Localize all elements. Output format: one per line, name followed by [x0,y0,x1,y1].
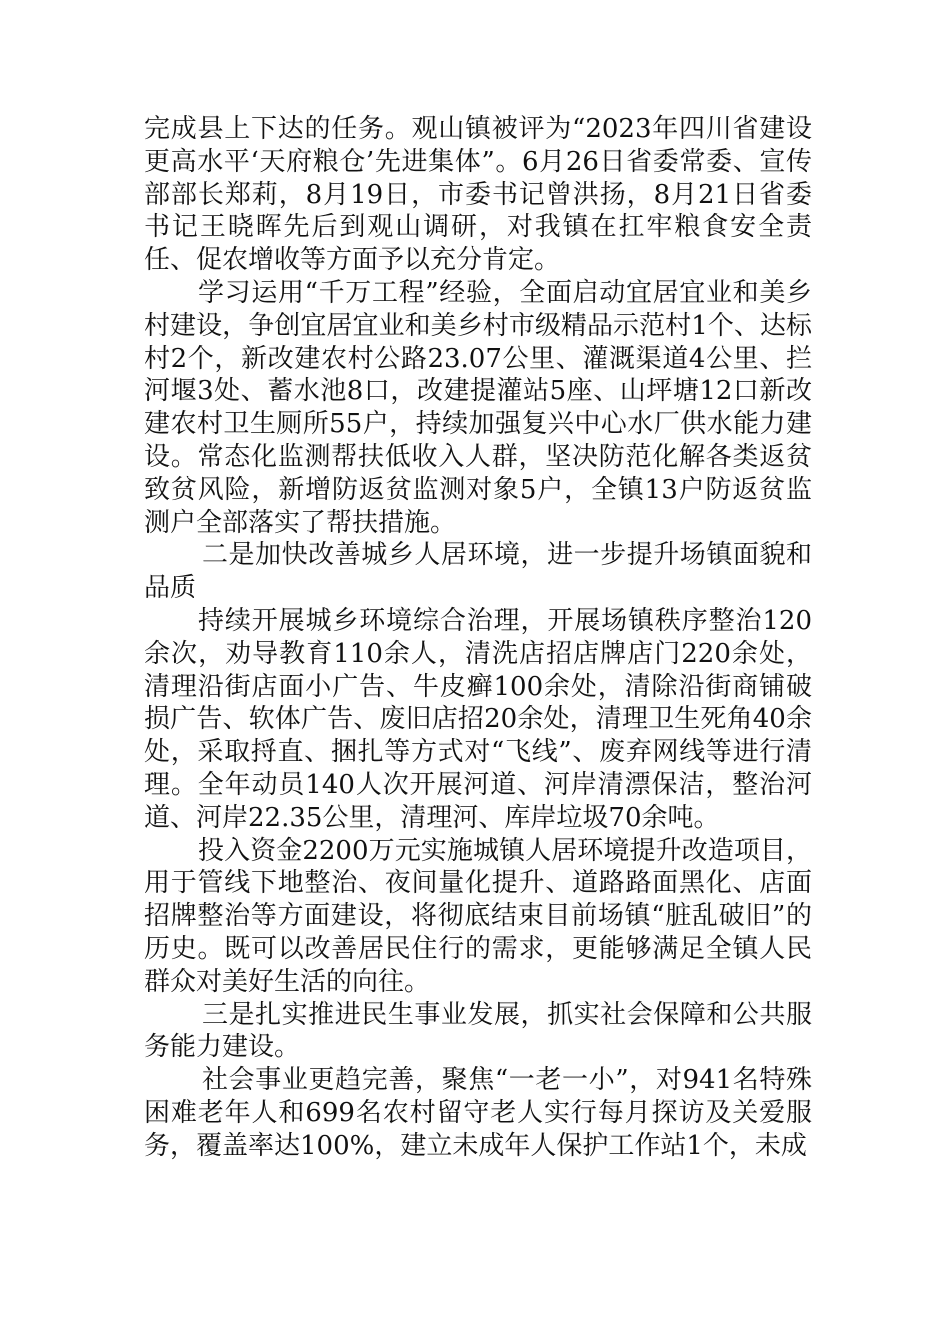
body-text [144,113,812,1163]
paragraph-social-affairs: 社会事业更趋完善，聚焦“一老一小”，对941名特殊困难老年人和699名农村留守老人实行每月探访及关爱服务，覆盖率达100%，建立未成年人保护工作站1个，未成 [144,1065,812,1161]
section-heading-three: 三是扎实推进民生事业发展，抓实社会保障和公共服务能力建设。 [144,999,812,1063]
paragraph-rural-construction: 学习运用“千万工程”经验，全面启动宜居宜业和美乡村建设，争创宜居宜业和美乡村市级精品示范村1个、达标村2个，新改建农村公路23.07公里、灌溉渠道4公里、拦河堰3处、蓄水池8口，改建提灌站5座、山坪塘12口新改建农村卫生厕所55户，持续加强复兴中心水厂供水能力建设。常态化监测帮扶低收入人群，坚决防范化解各类返贫致贫风险，新增防返贫监测对象5户，全镇13户防返贫监测户全部落实了帮扶措施。 [144,277,812,538]
paragraph-environment-governance: 持续开展城乡环境综合治理，开展场镇秩序整治120余次，劝导教育110余人，清洗店招店牌店门220余处，清理沿街店面小广告、牛皮癣100余处，清除沿街商铺破损广告、软体广告、废旧店招20余处，清理卫生死角40余处，采取捋直、捆扎等方式对“飞线”、废弃网线等进行清理。全年动员140人次开展河道、河岸清漂保洁，整治河道、河岸22.35公里，清理河、库岸垃圾70余吨。 [144,605,812,833]
paragraph-investment: 投入资金2200万元实施城镇人居环境提升改造项目，用于管线下地整治、夜间量化提升、道路路面黑化、店面招牌整治等方面建设，将彻底结束目前场镇“脏乱破旧”的历史。既可以改善居民住行的需求，更能够满足全镇人民群众对美好生活的向往。 [144,835,812,997]
paragraph-continuation: 完成县上下达的任务。观山镇被评为“2023年四川省建设更高水平‘天府粮仓’先进集体”。6月26日省委常委、宣传部部长郑莉，8月19日，市委书记曾洪扬，8月21日省委书记王晓晖先后到观山调研，对我镇在扛牢粮食安全责任、促农增收等方面予以充分肯定。 [144,114,812,276]
section-heading-two: 二是加快改善城乡人居环境，进一步提升场镇面貌和品质 [144,540,812,604]
